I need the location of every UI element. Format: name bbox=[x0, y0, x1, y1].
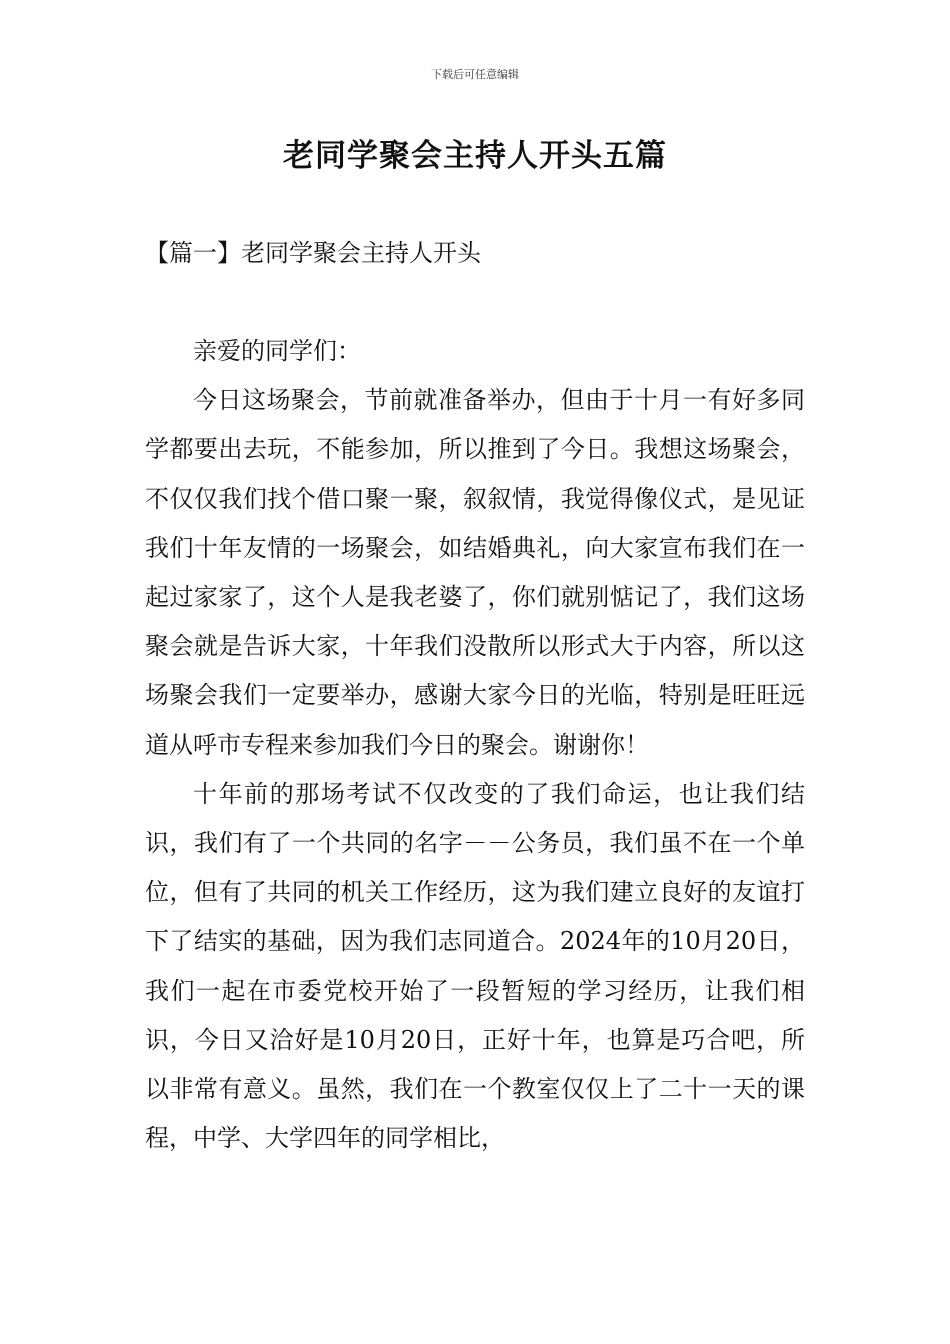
paragraph-2: 十年前的那场考试不仅改变的了我们命运，也让我们结识，我们有了一个共同的名字－－公务员，我们虽不在一个单位，但有了共同的机关工作经历，这为我们建立良好的友谊打下了结实的基础，因为我们志同道合。2024年的10月20日，我们一起在市委党校开始了一段暂短的学习经历，让我们相识，今日又洽好是10月20日，正好十年，也算是巧合吧，所以非常有意义。虽然，我们在一个教室仅仅上了二十一天的课程，中学、大学四年的同学相比， bbox=[145, 779, 805, 1153]
page-header-note: 下载后可任意编辑 bbox=[431, 68, 519, 81]
paragraph-1: 今日这场聚会，节前就准备举办，但由于十月一有好多同学都要出去玩，不能参加，所以推到了今日。我想这场聚会，不仅仅我们找个借口聚一聚，叙叙情，我觉得像仪式，是见证我们十年友情的一场聚会，如结婚典礼，向大家宣布我们在一起过家家了，这个人是我老婆了，你们就别惦记了，我们这场聚会就是告诉大家，十年我们没散所以形式大于内容，所以这场聚会我们一定要举办，感谢大家今日的光临，特别是旺旺远道从呼市专程来参加我们今日的聚会。谢谢你！ bbox=[145, 386, 805, 759]
document-title: 老同学聚会主持人开头五篇 bbox=[283, 138, 667, 174]
salutation: 亲爱的同学们： bbox=[193, 337, 361, 365]
document-body bbox=[145, 327, 805, 1163]
section-heading: 【篇一】老同学聚会主持人开头 bbox=[145, 239, 481, 267]
